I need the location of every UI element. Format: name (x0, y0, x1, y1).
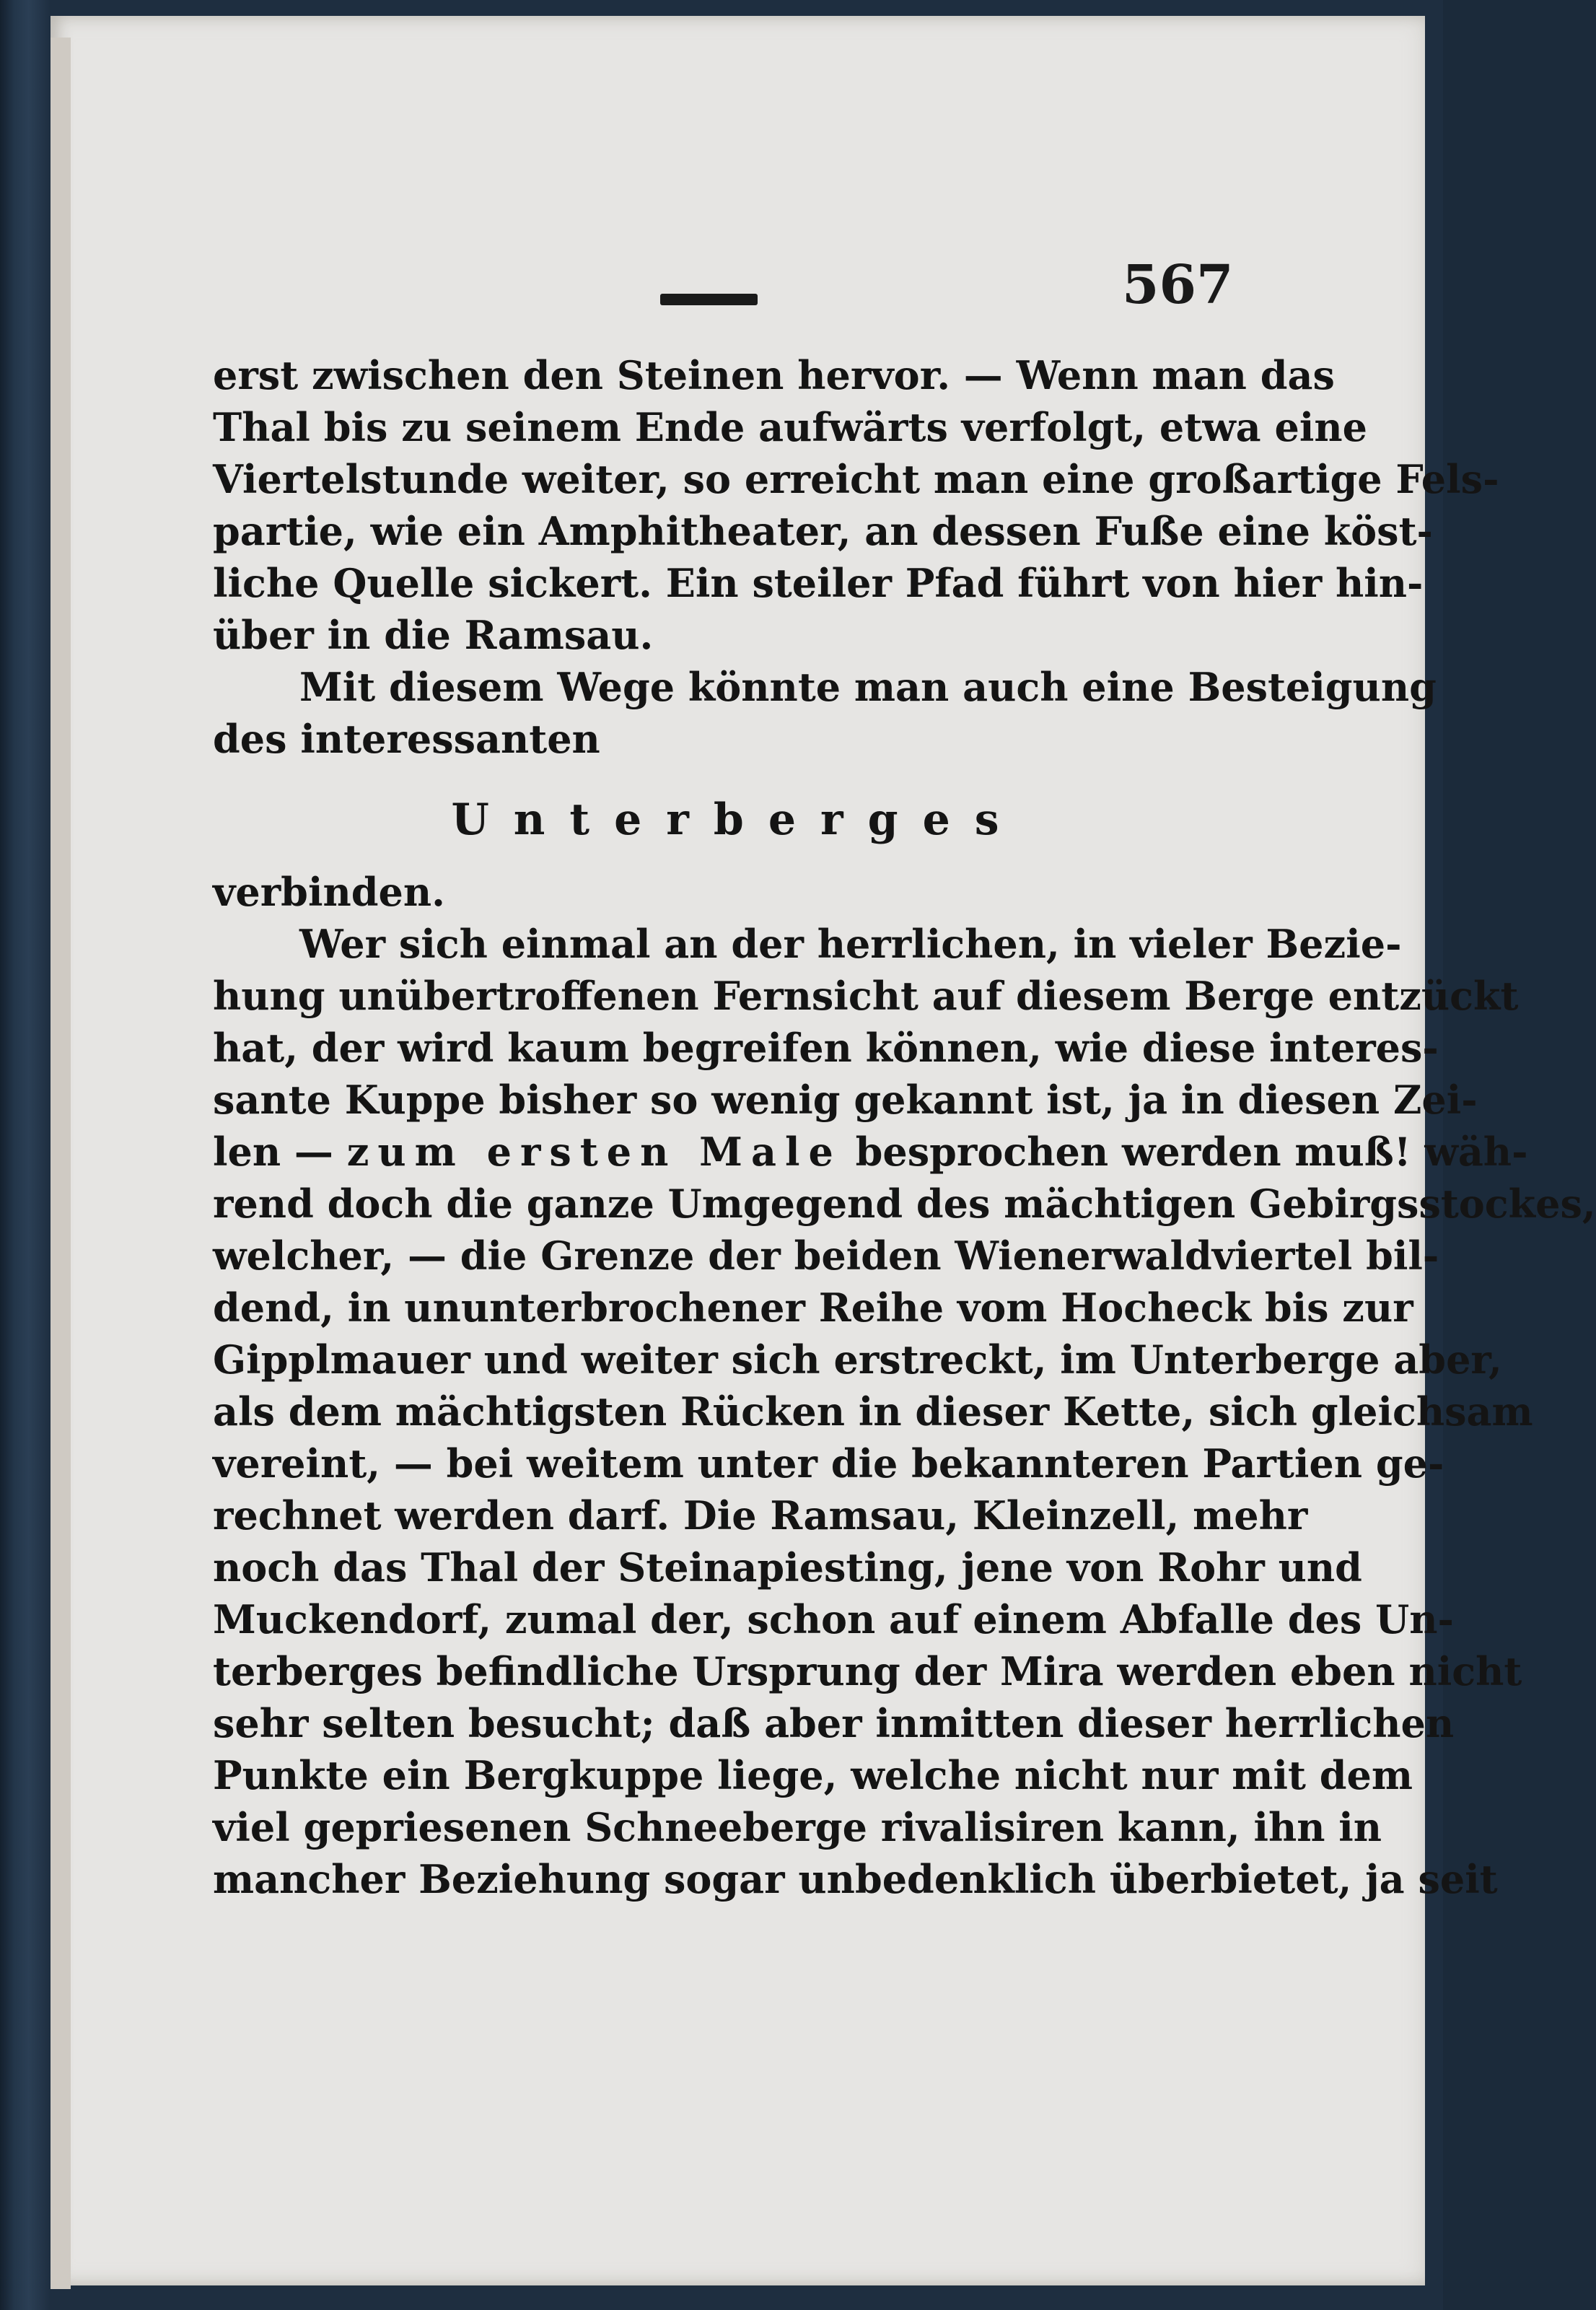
text-line: Mit diesem Wege könnte man auch eine Besteigung (299, 664, 1437, 710)
text-line: liche Quelle sickert. Ein steiler Pfad führt von hier hin- (213, 560, 1424, 606)
text-line: rechnet werden darf. Die Ramsau, Kleinzell, mehr (213, 1492, 1308, 1539)
text-line: verbinden. (213, 869, 445, 915)
text-line: erst zwischen den Steinen hervor. — Wenn man das (213, 352, 1335, 398)
page-edge (51, 38, 71, 2289)
text-fragment: besprochen werden muß! wäh- (855, 1129, 1528, 1175)
body-text (213, 349, 1596, 1905)
emphasis-spaced: zum ersten Male (346, 1129, 842, 1175)
text-line: hat, der wird kaum begreifen können, wie diese interes- (213, 1025, 1439, 1071)
text-line: sante Kuppe bisher so wenig gekannt ist, ja in diesen Zei- (213, 1077, 1478, 1123)
text-line: hung unübertroffenen Fernsicht auf diesem Berge entzückt (213, 973, 1519, 1019)
text-line: terberges befindliche Ursprung der Mira werden eben nicht (213, 1648, 1522, 1694)
section-heading: Unterberges (451, 795, 1024, 845)
text-line: des interessanten (213, 716, 600, 762)
text-fragment: len — (213, 1129, 333, 1175)
text-line: partie, wie ein Amphitheater, an dessen Fuße eine köst- (213, 508, 1433, 554)
text-line: Muckendorf, zumal der, schon auf einem Abfalle des Un- (213, 1596, 1454, 1642)
text-line: rend doch die ganze Umgegend des mächtigen Gebirgsstockes, (213, 1181, 1596, 1227)
header-rule (660, 294, 758, 305)
book-page (51, 16, 1596, 2285)
text-line: noch das Thal der Steinapiesting, jene von Rohr und (213, 1544, 1362, 1591)
text-line: als dem mächtigsten Rücken in dieser Kette, sich gleichsam (213, 1388, 1533, 1435)
text-line: viel gepriesenen Schneeberge rivalisiren kann, ihn in (213, 1804, 1382, 1850)
text-line: welcher, — die Grenze der beiden Wienerwaldviertel bil- (213, 1233, 1439, 1279)
text-line: Wer sich einmal an der herrlichen, in vieler Bezie- (299, 921, 1402, 967)
text-line-spaced (213, 1126, 1528, 1178)
text-line: Viertelstunde weiter, so erreicht man eine großartige Fels- (213, 456, 1499, 502)
text-line: dend, in ununterbrochener Reihe vom Hocheck bis zur (213, 1285, 1413, 1331)
text-line: Gipplmauer und weiter sich erstreckt, im Unterberge aber, (213, 1336, 1502, 1383)
text-line: über in die Ramsau. (213, 612, 654, 658)
text-line: sehr selten besucht; daß aber inmitten dieser herrlichen (213, 1700, 1455, 1746)
page-number: 567 (1122, 254, 1234, 316)
text-line: Punkte ein Bergkuppe liege, welche nicht nur mit dem (213, 1752, 1413, 1798)
text-line: vereint, — bei weitem unter die bekannteren Partien ge- (213, 1440, 1444, 1487)
text-line: Thal bis zu seinem Ende aufwärts verfolgt, etwa eine (213, 404, 1367, 450)
text-line: mancher Beziehung sogar unbedenklich überbietet, ja seit (213, 1856, 1498, 1902)
